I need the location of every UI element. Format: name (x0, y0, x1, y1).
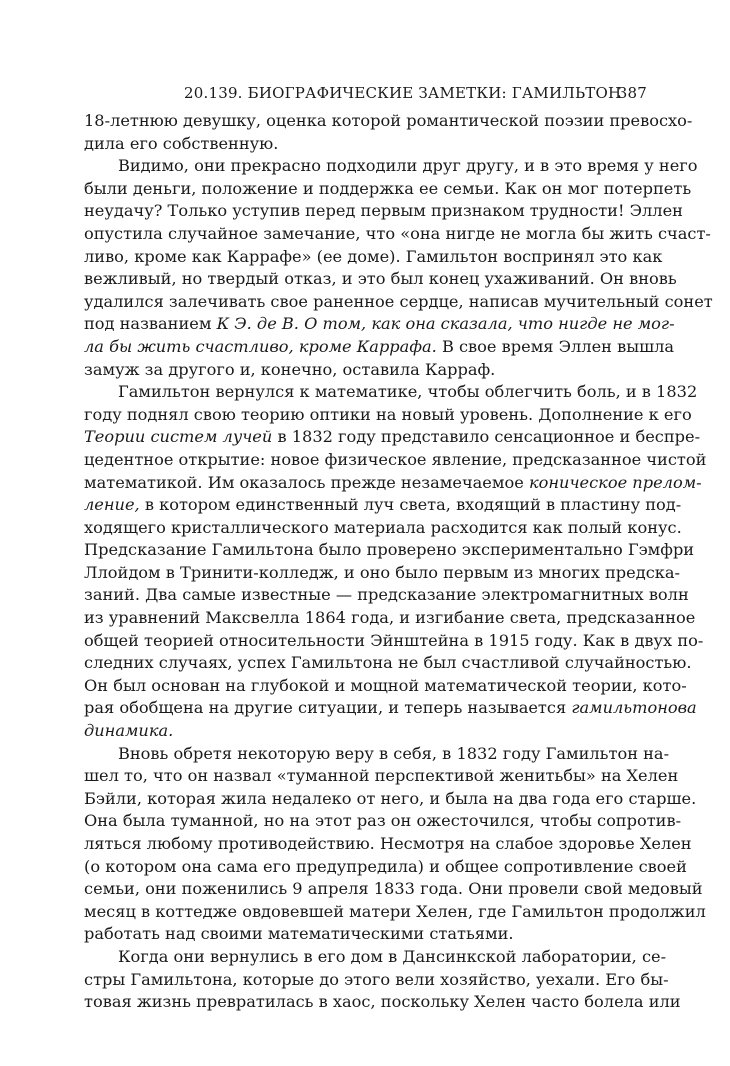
text-line: ливо, кроме как Каррафе» (ее доме). Гамильтон воспринял это как (84, 246, 663, 266)
text-line: году поднял свою теорию оптики на новый уровень. Дополнение к его (84, 404, 692, 424)
text-line: вежливый, но твердый отказ, и это был конец ухаживаний. Он вновь (84, 269, 677, 289)
text-line: следних случаях, успех Гамильтона не был счастливой случайностью. (84, 653, 692, 673)
paragraph-5 (84, 946, 681, 1014)
text-line: Ллойдом в Тринити-колледж, и оно было первым из многих предска- (84, 562, 680, 582)
text-line: стры Гамильтона, которые до этого вели хозяйство, уехали. Его бы- (84, 969, 669, 989)
text-line: месяц в коттедже овдовевшей матери Хелен, где Гамильтон продолжил (84, 901, 706, 921)
text-line: Она была туманной, но на этот раз он ожесточился, чтобы сопротив- (84, 811, 682, 831)
text-line: ляться любому противодействию. Несмотря на слабое здоровье Хелен (84, 834, 692, 853)
text-line: замуж за другого и, конечно, оставила Карраф. (84, 359, 496, 379)
text-line: динамика. (84, 721, 174, 741)
paragraph-1 (84, 110, 693, 155)
text-line: Гамильтон вернулся к математике, чтобы облегчить боль, и в 1832 (118, 382, 698, 402)
text-line: работать над своими математическими статьями. (84, 924, 514, 944)
text-line: дила его собственную. (84, 133, 279, 153)
text-line: из уравнений Максвелла 1864 года, и изгибание света, предсказанное (84, 608, 696, 628)
text-line: шел то, что он назвал «туманной перспективой женитьбы» на Хелен (84, 766, 679, 786)
text-line: удалился залечивать свое раненное сердце, написав мучительный сонет (84, 291, 713, 311)
running-head (84, 84, 647, 110)
text-line: 18-летнюю девушку, оценка которой романтической поэзии превосхо- (84, 111, 693, 130)
text-line: общей теорией относительности Эйнштейна в 1915 году. Как в двух по- (84, 630, 704, 650)
text-segment: В свое время Эллен вышла (436, 336, 675, 356)
text-line: Видимо, они прекрасно подходили друг другу, и в это время у него (118, 156, 698, 176)
text-line (84, 426, 701, 449)
text-line: товая жизнь превратилась в хаос, поскольку Хелен часто болела или (84, 992, 681, 1012)
text-segment: рая обобщена на другие ситуации, и теперь называется (84, 698, 572, 718)
running-title: 20.139. БИОГРАФИЧЕСКИЕ ЗАМЕТКИ: ГАМИЛЬТОН (184, 84, 622, 102)
text-line (84, 697, 697, 720)
text-line (84, 313, 675, 336)
italic-sonnet-title: К Э. де В. О том, как она сказала, что нигде не мог- (216, 314, 675, 334)
paragraph-3 (84, 381, 707, 743)
italic-sonnet-title: ла бы жить счастливо, кроме Каррафа. (84, 336, 437, 356)
italic-term: ление, (84, 495, 140, 515)
italic-work-title: Теории систем лучей (84, 427, 273, 447)
text-line: (о котором она сама его предупредила) и общее сопротивление своей (84, 856, 687, 876)
text-line: цедентное открытие: новое физическое явление, предсказанное чистой (84, 449, 707, 469)
text-segment: математикой. Им оказалось прежде незамечаемое (84, 472, 529, 492)
text-segment: в котором единственный луч света, входящий в пластину под- (139, 495, 682, 515)
text-line (84, 494, 682, 517)
text-line: опустила случайное замечание, что «она нигде не могла бы жить счаст- (84, 223, 711, 243)
text-segment: под названием (84, 314, 217, 334)
italic-term: коническое прелом- (528, 472, 702, 492)
book-page (84, 84, 713, 1014)
text-line: неудачу? Только уступив перед первым признаком трудности! Эллен (84, 201, 683, 221)
italic-term: гамильтонова (571, 698, 697, 718)
text-line: Предсказание Гамильтона было проверено экспериментально Гэмфри (84, 540, 695, 560)
text-line: Бэйли, которая жила недалеко от него, и была на два года его старше. (84, 788, 697, 808)
paragraph-2 (84, 155, 713, 381)
text-line: ходящего кристаллического материала расходится как полый конус. (84, 517, 682, 537)
text-line: были деньги, положение и поддержка ее семьи. Как он мог потерпеть (84, 178, 692, 198)
text-line: Вновь обретя некоторую веру в себя, в 1832 году Гамильтон на- (118, 743, 670, 763)
text-line: Когда они вернулись в его дом в Дансинкской лаборатории, се- (118, 946, 667, 966)
page-number: 387 (617, 84, 647, 102)
text-line: семьи, они поженились 9 апреля 1833 года. Они провели свой медовый (84, 879, 703, 899)
text-segment: в 1832 году представило сенсационное и беспре- (272, 427, 701, 447)
text-line: заний. Два самые известные — предсказание электромагнитных волн (84, 585, 689, 605)
text-line (84, 336, 675, 359)
text-line (84, 472, 702, 495)
text-line: Он был основан на глубокой и мощной математической теории, кото- (84, 675, 687, 695)
paragraph-4 (84, 743, 706, 946)
